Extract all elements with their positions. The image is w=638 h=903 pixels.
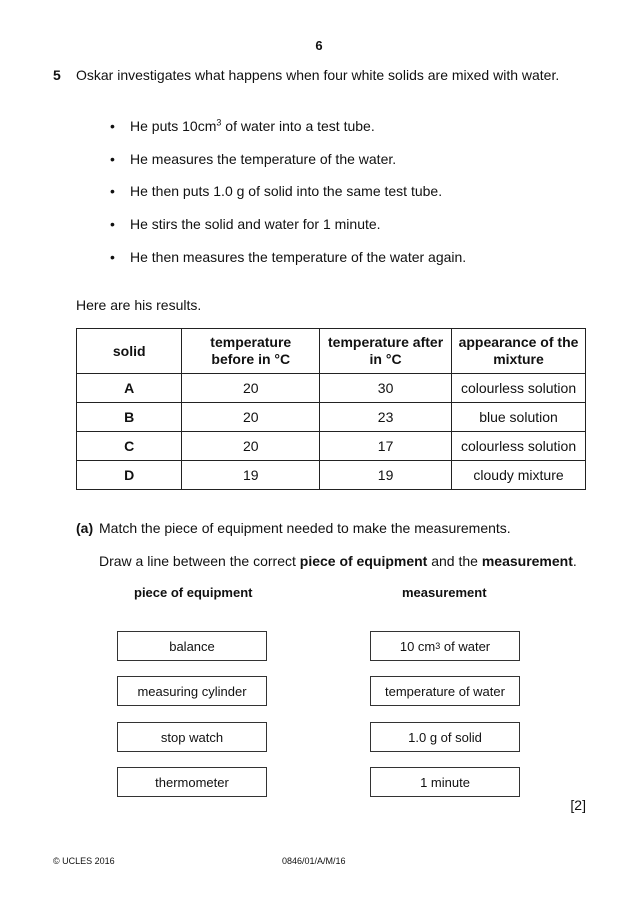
- table-cell: A: [77, 374, 182, 403]
- table-cell: C: [77, 432, 182, 461]
- table-cell: 19: [182, 461, 320, 490]
- measurement-box-temperature[interactable]: temperature of water: [370, 676, 520, 706]
- table-row: [77, 403, 586, 432]
- table-cell: 23: [320, 403, 452, 432]
- measurement-box-time[interactable]: 1 minute: [370, 767, 520, 797]
- measurement-heading: measurement: [402, 585, 487, 600]
- page-number: 6: [315, 38, 323, 53]
- measurement-box-volume[interactable]: 10 cm 3 of water: [370, 631, 520, 661]
- table-cell: colourless solution: [452, 374, 586, 403]
- header-appearance: appearance of the mixture: [452, 329, 586, 374]
- measurement-box-mass[interactable]: 1.0 g of solid: [370, 722, 520, 752]
- footer-paper-code: 0846/01/A/M/16: [282, 856, 346, 866]
- equipment-box-stop-watch[interactable]: stop watch: [117, 722, 267, 752]
- table-cell: 20: [182, 403, 320, 432]
- part-a-instruction: Draw a line between the correct piece of equipment and the measurement.: [99, 553, 577, 569]
- header-temp-before: temperature before in °C: [182, 329, 320, 374]
- header-solid: solid: [77, 329, 182, 374]
- bullet-icon: •: [110, 151, 115, 167]
- table-header-row: [77, 329, 586, 374]
- table-cell: cloudy mixture: [452, 461, 586, 490]
- bullet-icon: •: [110, 249, 115, 265]
- bullet-item: • He then measures the temperature of the water again.: [110, 249, 467, 265]
- bullet-icon: •: [110, 216, 115, 232]
- bullet-item: • He then puts 1.0 g of solid into the same test tube.: [110, 183, 443, 199]
- part-a-label: (a): [76, 520, 94, 536]
- equipment-box-measuring-cylinder[interactable]: measuring cylinder: [117, 676, 267, 706]
- table-cell: 17: [320, 432, 452, 461]
- header-temp-after: temperature after in °C: [320, 329, 452, 374]
- question-number: 5: [53, 67, 61, 83]
- question-stem: Oskar investigates what happens when four white solids are mixed with water.: [76, 67, 560, 83]
- table-cell: 30: [320, 374, 452, 403]
- bullet-icon: •: [110, 118, 115, 134]
- bullet-item: • He puts $10cm^3$ of water into a test tube.: [110, 117, 375, 134]
- part-a-text: Match the piece of equipment needed to make the measurements.: [99, 520, 511, 536]
- equipment-box-thermometer[interactable]: thermometer: [117, 767, 267, 797]
- equipment-heading: piece of equipment: [134, 585, 253, 600]
- bullet-icon: •: [110, 183, 115, 199]
- table-cell: D: [77, 461, 182, 490]
- table-cell: 19: [320, 461, 452, 490]
- equipment-box-balance[interactable]: balance: [117, 631, 267, 661]
- table-row: [77, 432, 586, 461]
- results-intro: Here are his results.: [76, 297, 202, 313]
- table-cell: B: [77, 403, 182, 432]
- table-row: [77, 461, 586, 490]
- bullet-item: • He measures the temperature of the water.: [110, 151, 397, 167]
- results-table: [76, 328, 586, 490]
- table-cell: 20: [182, 374, 320, 403]
- table-cell: blue solution: [452, 403, 586, 432]
- table-cell: colourless solution: [452, 432, 586, 461]
- table-row: [77, 374, 586, 403]
- bullet-item: • He stirs the solid and water for 1 minute.: [110, 216, 381, 232]
- table-cell: 20: [182, 432, 320, 461]
- marks-allocation: [2]: [570, 797, 586, 813]
- footer-copyright: © UCLES 2016: [53, 856, 115, 866]
